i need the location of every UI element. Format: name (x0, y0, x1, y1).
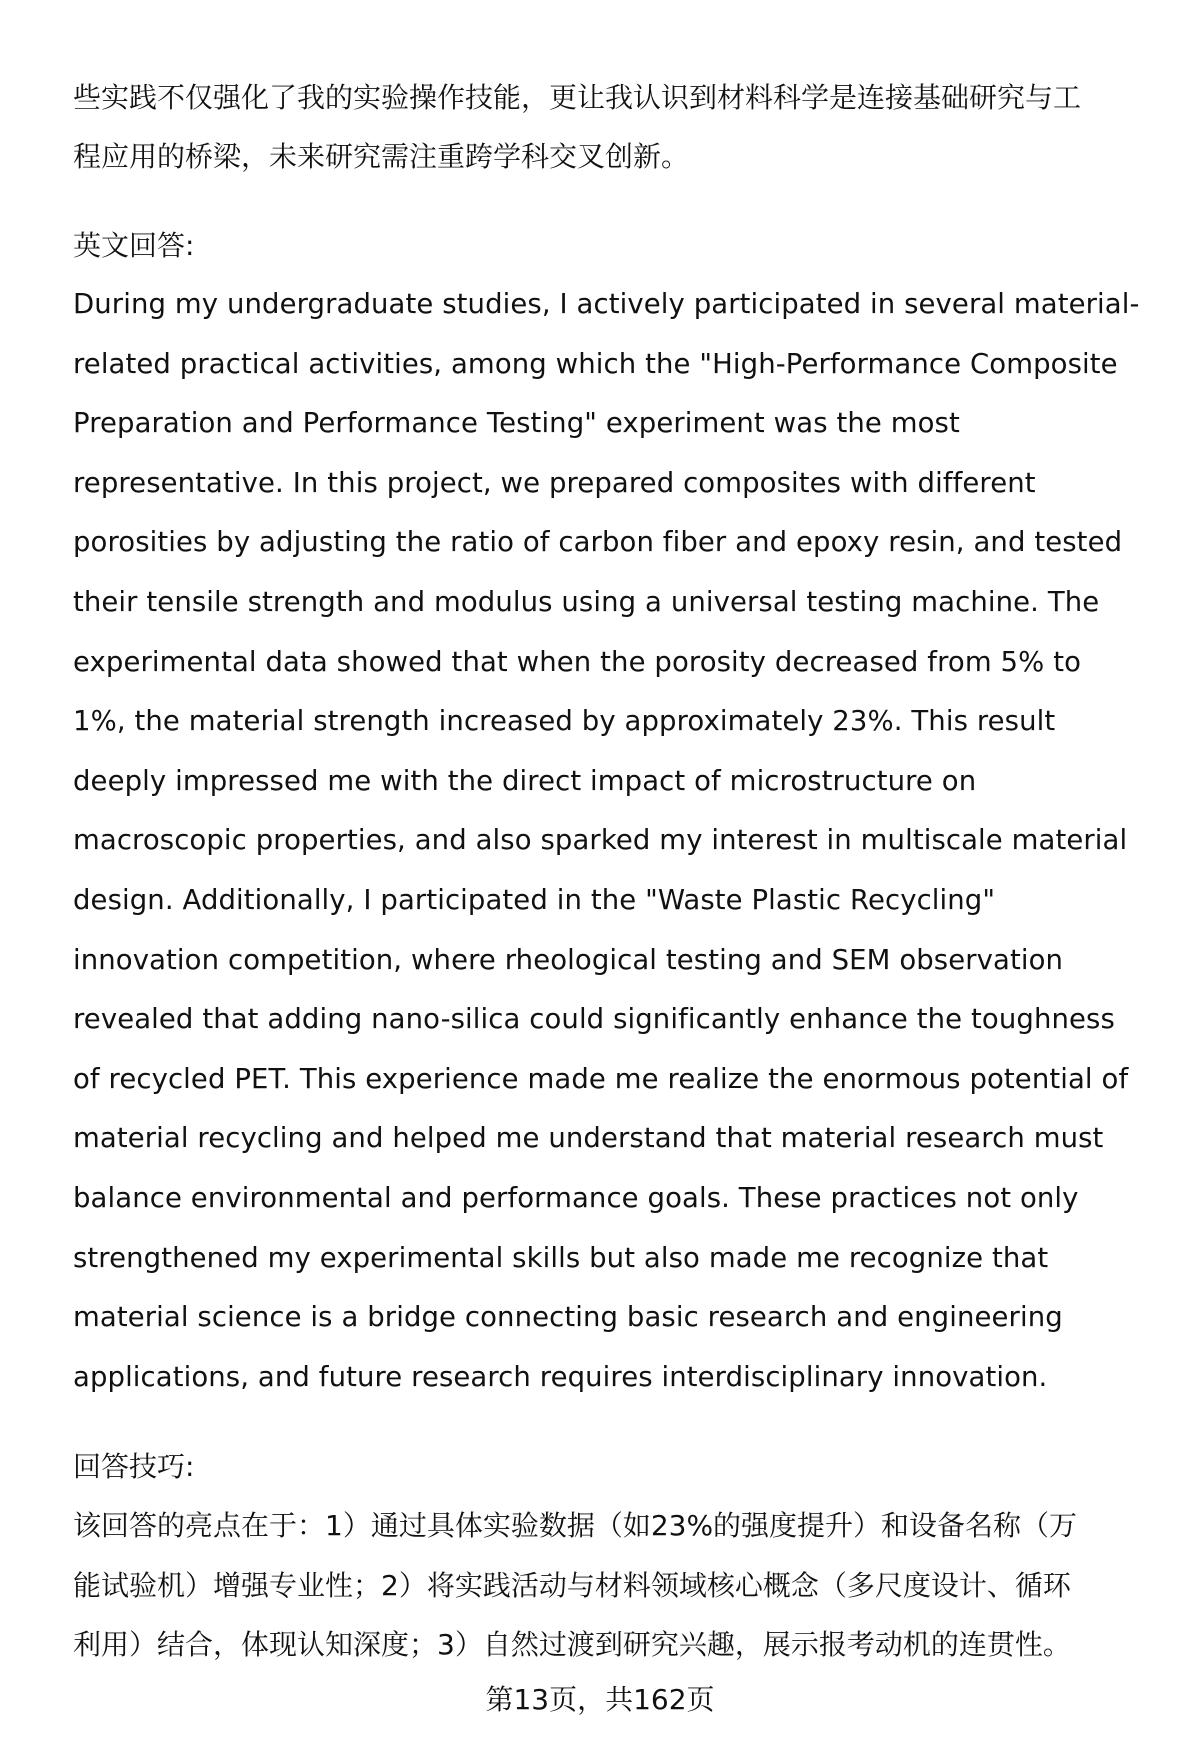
text-line: During my undergraduate studies, I actively participated in several material- (73, 288, 1140, 320)
page-number: 第13页，共162页 (485, 1683, 715, 1716)
text-line: macroscopic properties, and also sparked my interest in multiscale material (73, 824, 1128, 857)
text-line: balance environmental and performance goals. These practices not only (73, 1182, 1079, 1214)
text-line: strengthened my experimental skills but also made me recognize that (73, 1241, 1049, 1274)
text-line: material recycling and helped me understand that material research must (73, 1122, 1104, 1155)
text-line: revealed that adding nano-silica could significantly enhance the toughness (73, 1003, 1115, 1036)
text-line: their tensile strength and modulus using a universal testing machine. The (73, 586, 1100, 618)
text-line: 该回答的亮点在于：1）通过具体实验数据（如23%的强度提升）和设备名称（万 (73, 1509, 1078, 1542)
text-line: 些实践不仅强化了我的实验操作技能，更让我认识到材料科学是连接基础研究与工 (73, 81, 1082, 114)
text-line: porosities by adjusting the ratio of carbon fiber and epoxy resin, and tested (73, 526, 1123, 559)
text-line: 能试验机）增强专业性；2）将实践活动与材料领域核心概念（多尺度设计、循环 (73, 1568, 1071, 1602)
tips-heading: 回答技巧: (73, 1450, 195, 1483)
text-line: applications, and future research requires interdisciplinary innovation. (73, 1360, 1048, 1393)
text-line: experimental data showed that when the porosity decreased from 5% to (73, 645, 1082, 678)
text-line: innovation competition, where rheological testing and SEM observation (73, 943, 1064, 976)
text-line: of recycled PET. This experience made me realize the enormous potential of (73, 1062, 1129, 1095)
text-line: 程应用的桥梁，未来研究需注重跨学科交叉创新。 (73, 140, 690, 173)
text-line: representative. In this project, we prepared composites with different (73, 466, 1036, 499)
text-line: material science is a bridge connecting basic research and engineering (73, 1301, 1063, 1334)
text-line: related practical activities, among which the "High-Performance Composite (73, 347, 1118, 380)
text-line: deeply impressed me with the direct impact of microstructure on (73, 764, 977, 797)
text-line: 利用）结合，体现认知深度；3）自然过渡到研究兴趣，展示报考动机的连贯性。 (73, 1628, 1071, 1662)
english-answer-heading: 英文回答: (73, 229, 195, 262)
text-line: design. Additionally, I participated in the "Waste Plastic Recycling" (73, 884, 996, 916)
text-line: 1%, the material strength increased by approximately 23%. This result (73, 705, 1056, 738)
text-line: Preparation and Performance Testing" experiment was the most (73, 407, 960, 440)
